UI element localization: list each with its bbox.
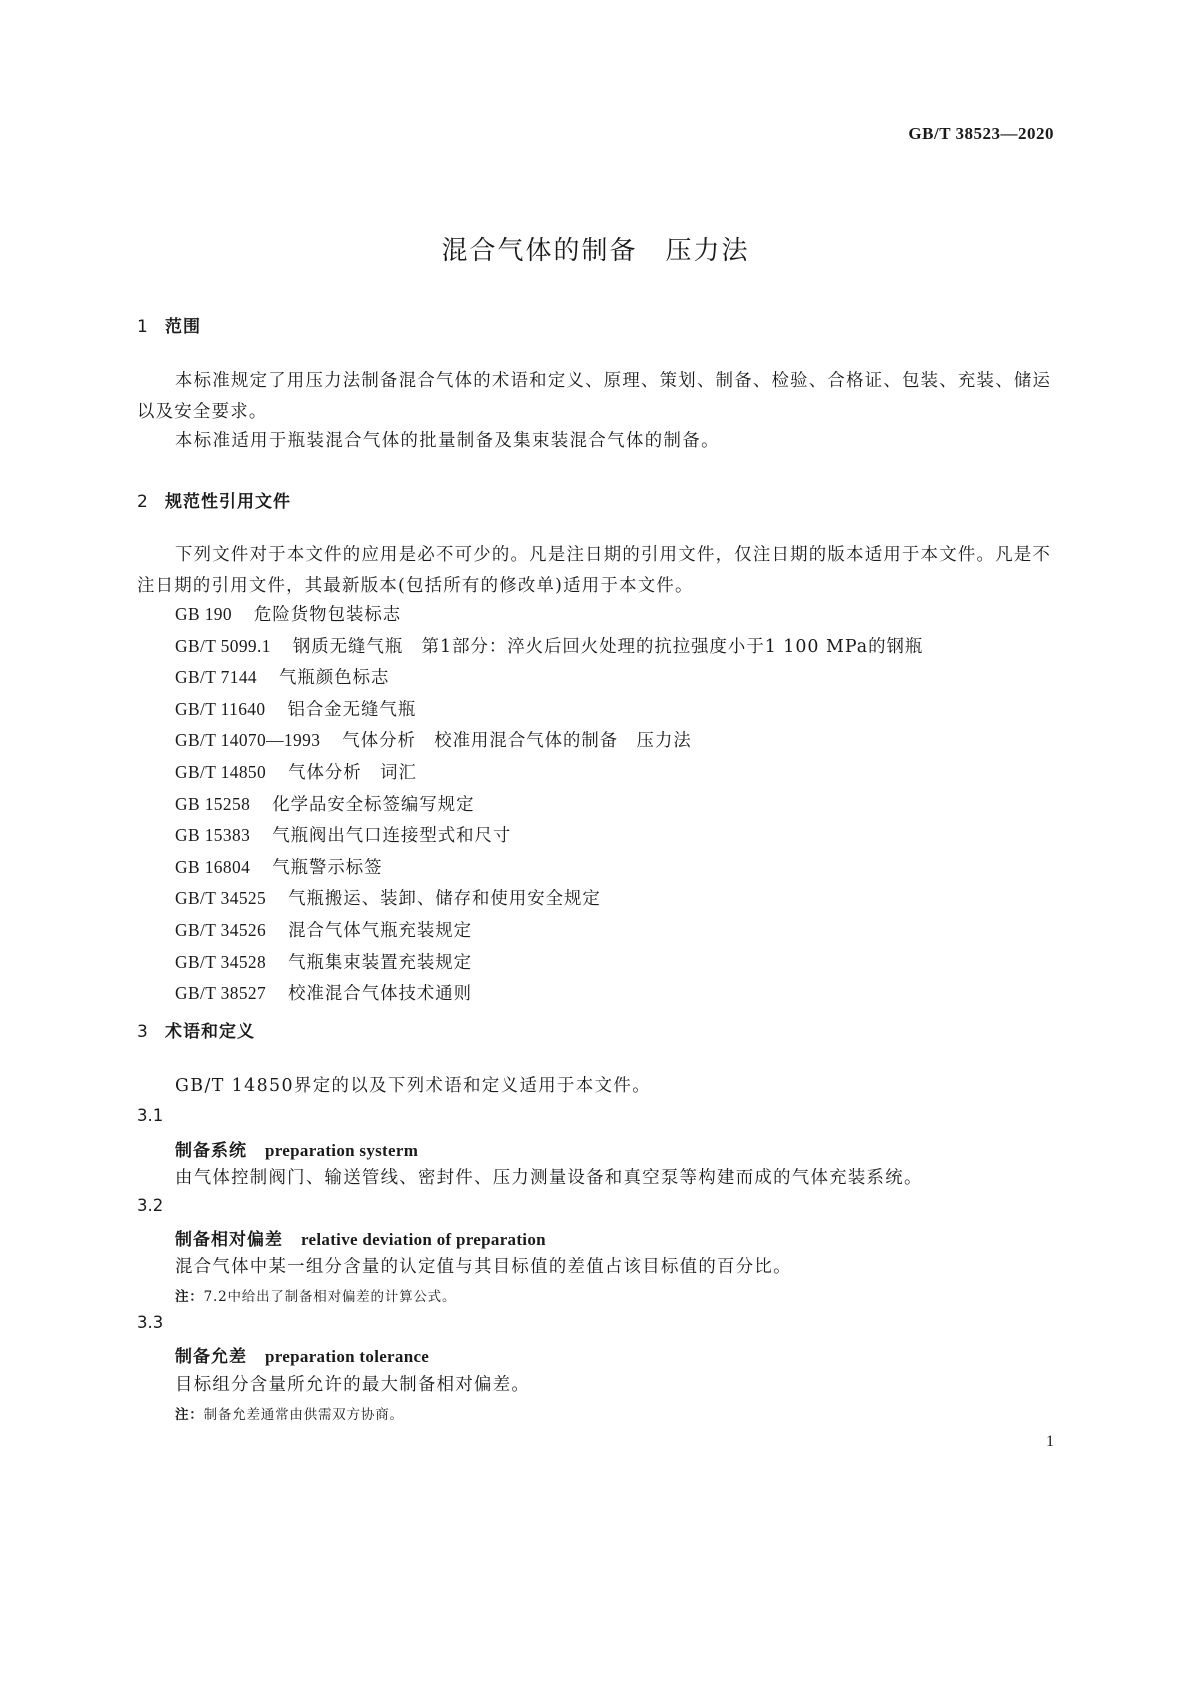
list-item bbox=[175, 947, 923, 979]
list-item bbox=[175, 599, 923, 631]
section-number: 3 bbox=[137, 1022, 149, 1042]
document-title: 混合气体的制备 压力法 bbox=[441, 236, 750, 266]
term-note bbox=[175, 1285, 456, 1305]
section-heading-terms bbox=[137, 1017, 255, 1042]
reference-code: GB/T 34525 bbox=[175, 888, 267, 909]
reference-code: GB/T 34528 bbox=[175, 951, 267, 972]
term-heading bbox=[175, 1225, 546, 1250]
term-english: preparation systerm bbox=[265, 1141, 419, 1160]
list-item bbox=[175, 789, 923, 821]
list-item bbox=[175, 852, 923, 884]
reference-title: 气体分析 校准用混合气体的制备 压力法 bbox=[342, 731, 692, 752]
reference-code: GB/T 38527 bbox=[175, 983, 267, 1004]
reference-list bbox=[175, 599, 923, 1010]
list-item bbox=[175, 725, 923, 757]
reference-title: 混合气体气瓶充装规定 bbox=[288, 920, 473, 941]
reference-code: GB/T 34526 bbox=[175, 919, 267, 940]
reference-title: 校准混合气体技术通则 bbox=[288, 984, 473, 1005]
reference-code: GB 15383 bbox=[175, 825, 251, 846]
references-intro-text: 下列文件对于本文件的应用是必不可少的。凡是注日期的引用文件，仅注日期的版本适用于本文件。凡是不注日期的引用文件，其最新版本(包括所有的修改单)适用于本文件。 bbox=[137, 545, 1052, 596]
reference-code: GB/T 5099.1 bbox=[175, 635, 271, 656]
term-english: relative deviation of preparation bbox=[301, 1230, 546, 1249]
scope-paragraph-1 bbox=[137, 366, 1055, 428]
reference-title: 气瓶阀出气口连接型式和尺寸 bbox=[272, 826, 512, 847]
term-chinese: 制备系统 bbox=[175, 1141, 247, 1161]
section-title: 规范性引用文件 bbox=[165, 492, 291, 512]
list-item bbox=[175, 915, 923, 947]
term-definition: 由气体控制阀门、输送管线、密封件、压力测量设备和真空泵等构建而成的气体充装系统。 bbox=[175, 1168, 923, 1188]
term-definition: 目标组分含量所允许的最大制备相对偏差。 bbox=[175, 1375, 531, 1395]
reference-title: 铝合金无缝气瓶 bbox=[287, 699, 417, 720]
reference-code: GB 15258 bbox=[175, 793, 251, 814]
reference-code: GB/T 14850 bbox=[175, 761, 267, 782]
list-item bbox=[175, 820, 923, 852]
reference-code: GB/T 11640 bbox=[175, 698, 266, 719]
note-label: 注： bbox=[175, 1407, 204, 1423]
list-item bbox=[175, 883, 923, 915]
list-item bbox=[175, 978, 923, 1010]
term-heading bbox=[175, 1136, 418, 1161]
term-chinese: 制备相对偏差 bbox=[175, 1230, 283, 1250]
section-heading-references bbox=[137, 487, 291, 512]
note-text: 7.2中给出了制备相对偏差的计算公式。 bbox=[203, 1289, 457, 1305]
reference-title: 气瓶搬运、装卸、储存和使用安全规定 bbox=[288, 889, 601, 910]
references-intro bbox=[137, 540, 1055, 602]
term-note bbox=[175, 1403, 404, 1423]
standard-code: GB/T 38523—2020 bbox=[908, 124, 1054, 143]
reference-title: 气瓶颜色标志 bbox=[279, 668, 390, 689]
scope-paragraph-2: 本标准适用于瓶装混合气体的批量制备及集束装混合气体的制备。 bbox=[175, 431, 720, 451]
note-label: 注： bbox=[175, 1289, 204, 1305]
section-title: 术语和定义 bbox=[165, 1022, 255, 1042]
term-number: 3.2 bbox=[137, 1196, 164, 1215]
term-english: preparation tolerance bbox=[265, 1347, 430, 1366]
page-number: 1 bbox=[1046, 1433, 1054, 1450]
term-number: 3.3 bbox=[137, 1313, 164, 1332]
reference-title: 气瓶警示标签 bbox=[272, 857, 383, 878]
reference-title: 气体分析 词汇 bbox=[288, 762, 417, 783]
term-number: 3.1 bbox=[137, 1106, 164, 1125]
note-text: 制备允差通常由供需双方协商。 bbox=[203, 1407, 404, 1423]
list-item bbox=[175, 631, 923, 663]
reference-code: GB 190 bbox=[175, 604, 232, 624]
reference-code: GB 16804 bbox=[175, 856, 251, 877]
reference-title: 气瓶集束装置充装规定 bbox=[288, 952, 473, 973]
term-chinese: 制备允差 bbox=[175, 1347, 247, 1367]
term-heading bbox=[175, 1342, 429, 1367]
list-item bbox=[175, 662, 923, 694]
scope-text-1: 本标准规定了用压力法制备混合气体的术语和定义、原理、策划、制备、检验、合格证、包装、充装、储运以及安全要求。 bbox=[137, 371, 1052, 422]
reference-title: 钢质无缝气瓶 第1部分：淬火后回火处理的抗拉强度小于1 100 MPa的钢瓶 bbox=[292, 636, 924, 657]
list-item bbox=[175, 757, 923, 789]
section-number: 2 bbox=[137, 492, 149, 512]
section-number: 1 bbox=[137, 317, 149, 337]
list-item bbox=[175, 694, 923, 726]
reference-code: GB/T 14070—1993 bbox=[175, 730, 321, 751]
section-heading-scope bbox=[137, 312, 201, 337]
reference-code: GB/T 7144 bbox=[175, 667, 258, 688]
reference-title: 危险货物包装标志 bbox=[254, 605, 402, 625]
reference-title: 化学品安全标签编写规定 bbox=[272, 794, 475, 815]
section-title: 范围 bbox=[165, 317, 201, 337]
terms-intro: GB/T 14850界定的以及下列术语和定义适用于本文件。 bbox=[175, 1076, 652, 1096]
term-definition: 混合气体中某一组分含量的认定值与其目标值的差值占该目标值的百分比。 bbox=[175, 1257, 792, 1277]
